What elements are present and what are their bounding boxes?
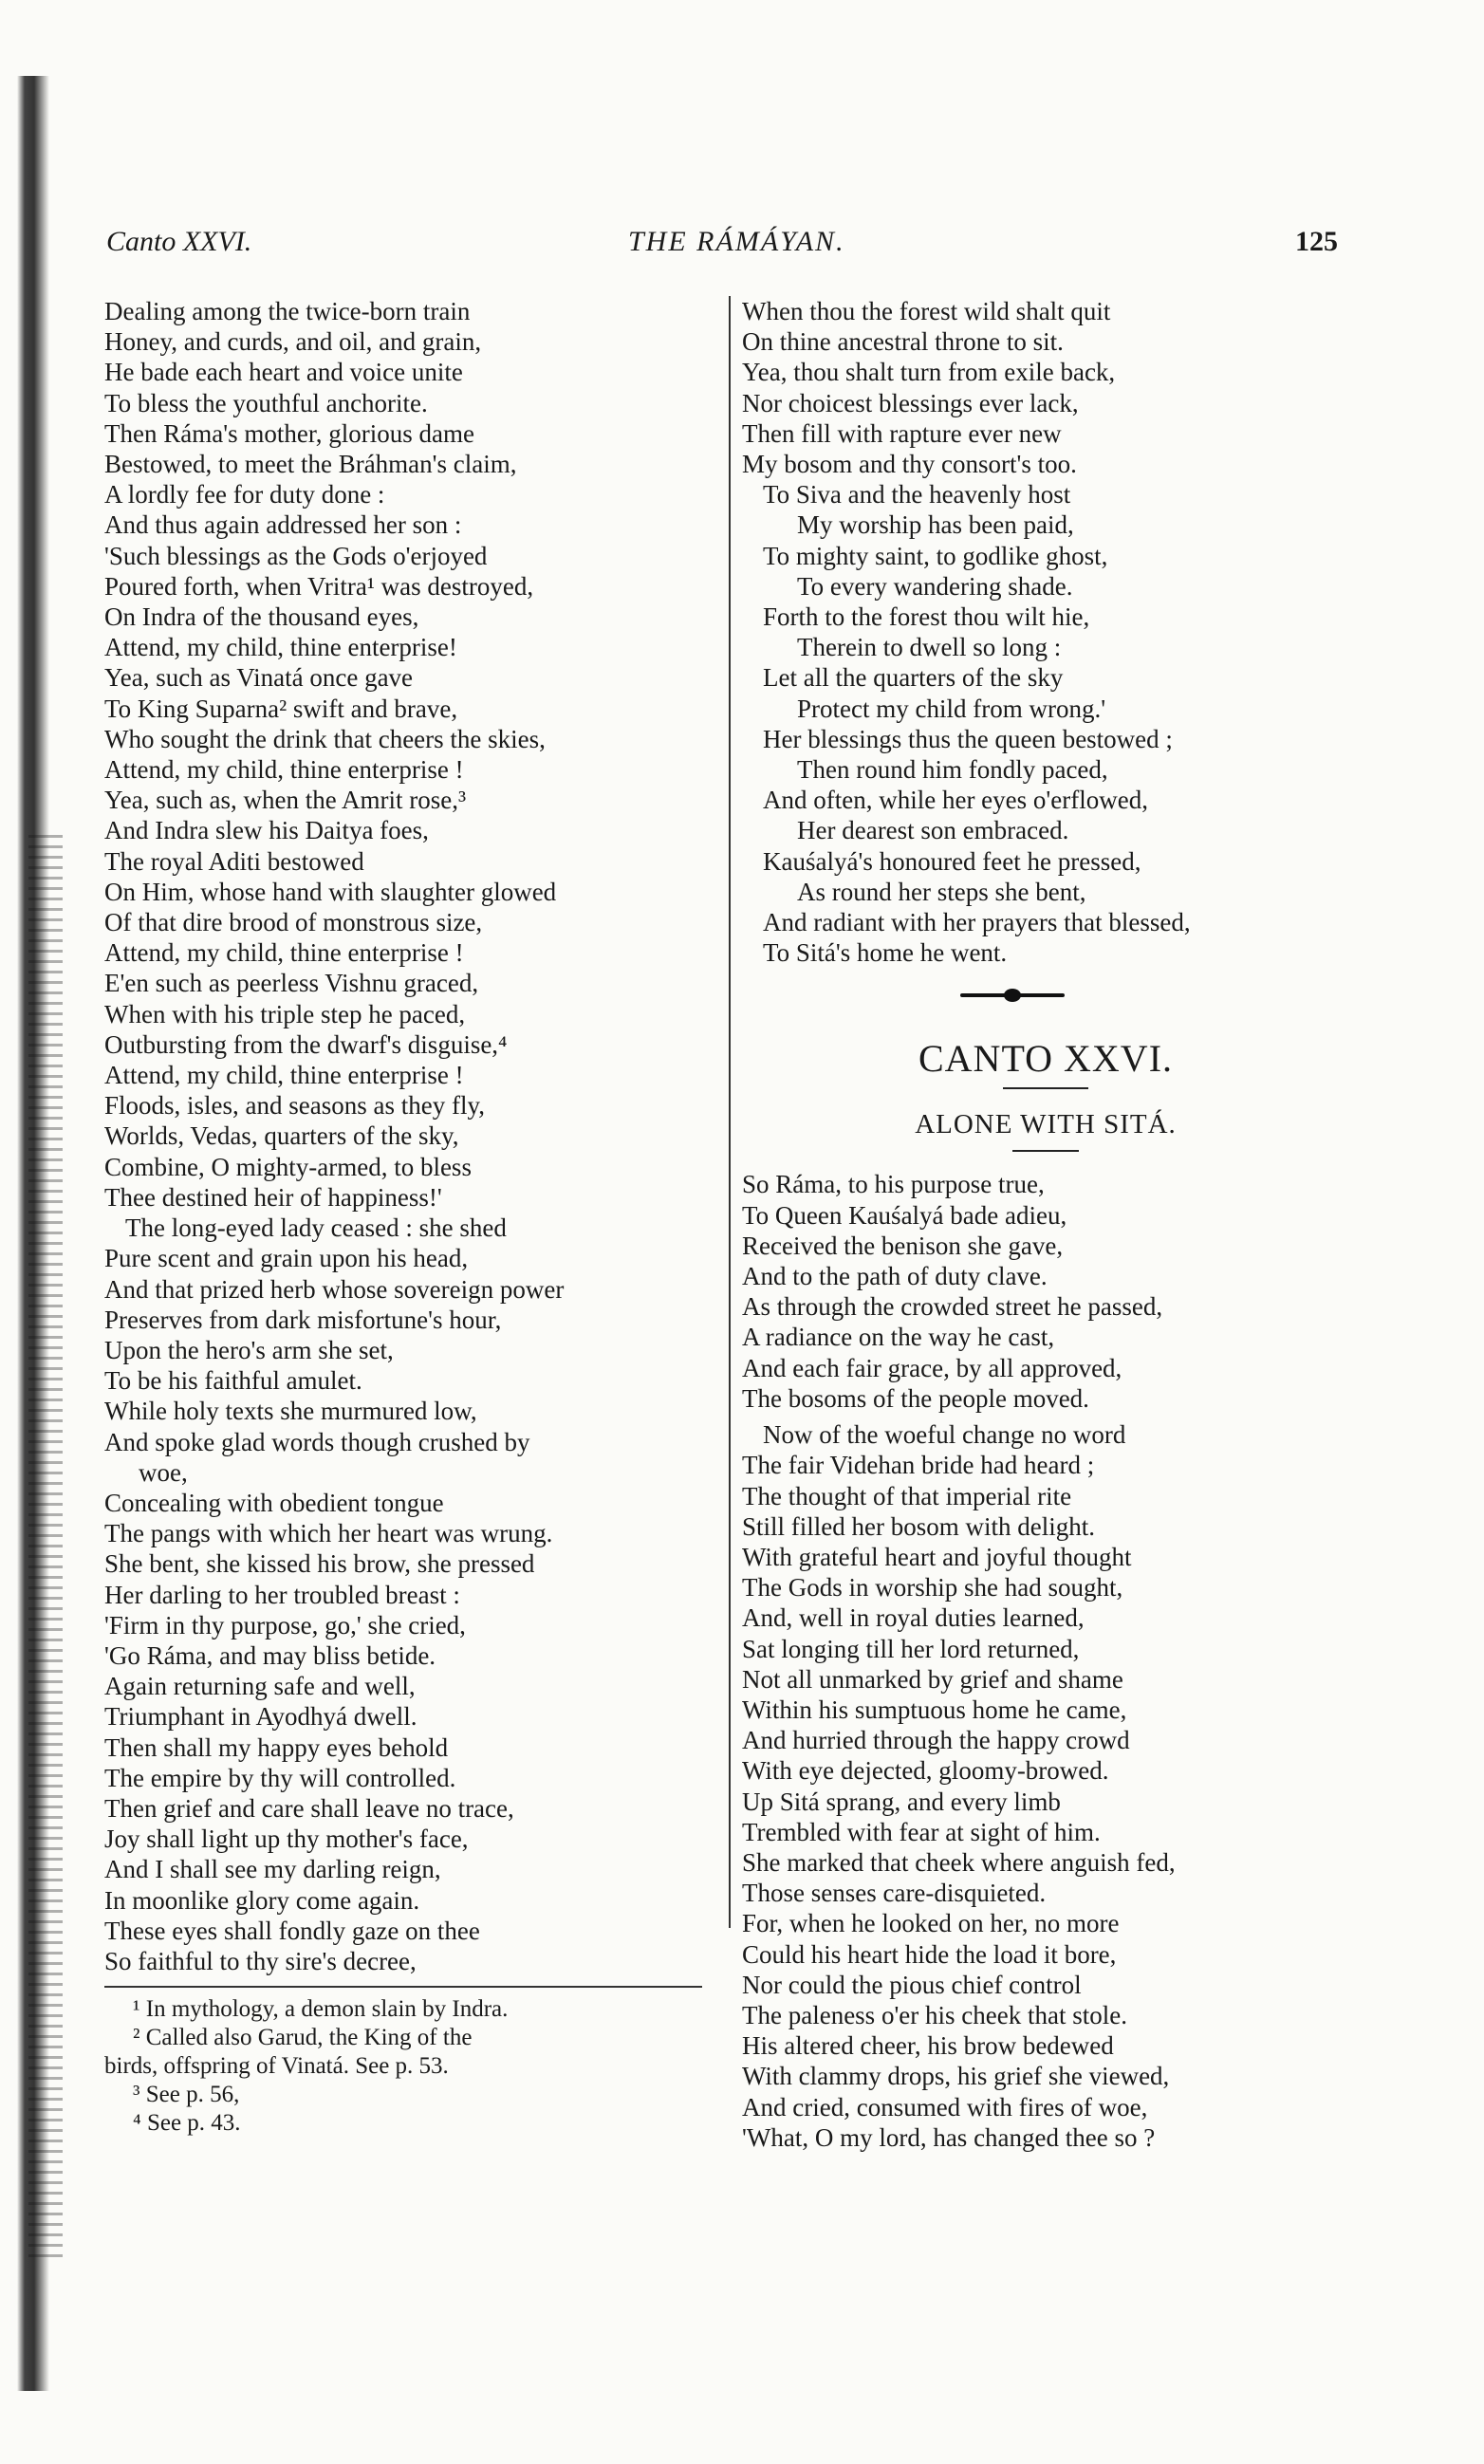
verse-line: Attend, my child, thine enterprise ! [104,1061,464,1090]
verse-line: When with his triple step he paced, [104,999,466,1028]
verse-line: Received the benison she gave, [742,1231,1064,1260]
section-ornament [742,981,1349,1010]
verse-line: E'en such as peerless Vishnu graced, [104,969,479,998]
verse-line: Protect my child from wrong.' [797,694,1106,723]
verse-line: To Queen Kauśalyá bade adieu, [742,1200,1067,1230]
verse-line: Trembled with fear at sight of him. [742,1817,1101,1846]
verse-line: And thus again addressed her son : [104,510,462,540]
footnote-line: ⁴ See p. 43. [133,2110,241,2137]
ornament-dot [1004,989,1021,1002]
footnotes [104,1995,712,2138]
verse-line: As through the crowded street he passed, [742,1292,1163,1322]
left-column [104,296,712,2138]
right-verse-lines-stanza-1 [742,1169,1349,1414]
verse-line: Combine, O mighty-armed, to bless [104,1152,472,1181]
verse-line: Then shall my happy eyes behold [104,1732,449,1762]
verse-line: He bade each heart and voice unite [104,358,463,387]
verse-line: woe, [139,1457,188,1487]
verse-line: A lordly fee for duty done : [104,480,385,509]
verse-line: With grateful heart and joyful thought [742,1542,1132,1571]
verse-line: Poured forth, when Vritra¹ was destroyed, [104,571,534,601]
verse-line: Thee destined heir of happiness!' [104,1182,442,1212]
verse-line: On thine ancestral throne to sit. [742,327,1064,357]
verse-line: Kauśalyá's honoured feet he pressed, [763,846,1141,876]
verse-line: 'Firm in thy purpose, go,' she cried, [104,1610,466,1640]
verse-line: And hurried through the happy crowd [742,1726,1130,1755]
verse-line: Bestowed, to meet the Bráhman's claim, [104,450,517,479]
column-divider [729,296,731,1928]
verse-line: Let all the quarters of the sky [763,663,1064,693]
verse-line: To every wandering shade. [797,571,1073,601]
canto-title: CANTO XXVI. [918,1037,1174,1081]
verse-line: 'Such blessings as the Gods o'erjoyed [104,541,488,570]
verse-line: And I shall see my darling reign, [104,1855,441,1884]
verse-line: And cried, consumed with fires of woe, [742,2092,1148,2121]
verse-line: The royal Aditi bestowed [104,846,364,876]
verse-line: A radiance on the way he cast, [742,1323,1055,1352]
verse-line: And to the path of duty clave. [742,1262,1048,1291]
verse-line: Concealing with obedient tongue [104,1488,444,1517]
verse-line: Dealing among the twice-born train [104,297,471,325]
verse-line: Then grief and care shall leave no trace, [104,1793,514,1823]
running-header [106,226,1338,273]
verse-line: While holy texts she murmured low, [104,1397,477,1426]
verse-line: Still filled her bosom with delight. [742,1511,1095,1541]
verse-line: These eyes shall fondly gaze on thee [104,1916,480,1945]
verse-line: And radiant with her prayers that blessed, [763,908,1191,937]
verse-line: Not all unmarked by grief and shame [742,1664,1123,1694]
verse-line: The fair Videhan bride had heard ; [742,1451,1095,1480]
verse-line: The thought of that imperial rite [742,1481,1072,1510]
verse-line: As round her steps she bent, [797,877,1086,906]
canto-subtitle-rule [1012,1150,1079,1152]
verse-line: His altered cheer, his brow bedewed [742,2031,1114,2061]
verse-line: The bosoms of the people moved. [742,1383,1089,1413]
header-book-title: THE RÁMÁYAN. [628,226,845,257]
page-binding-shadow [28,835,63,2258]
right-verse-lines-stanza-2 [742,1419,1349,2153]
left-verse-lines [104,296,712,1976]
verse-line: When thou the forest wild shalt quit [742,297,1111,325]
verse-line: To Siva and the heavenly host [763,480,1071,509]
verse-line: Floods, isles, and seasons as they fly, [104,1091,485,1121]
verse-line: To bless the youthful anchorite. [104,388,428,417]
verse-line: Of that dire brood of monstrous size, [104,908,483,937]
header-canto-label: Canto XXVI. [106,226,252,257]
verse-line: And each fair grace, by all approved, [742,1353,1122,1382]
verse-line: Therein to dwell so long : [797,633,1062,662]
verse-line: With eye dejected, gloomy-browed. [742,1756,1109,1786]
verse-line: So Ráma, to his purpose true, [742,1170,1045,1199]
verse-line: For, when he looked on her, no more [742,1909,1120,1938]
verse-line: Her dearest son embraced. [797,816,1069,845]
verse-line: She marked that cheek where anguish fed, [742,1847,1176,1877]
verse-line: Triumphant in Ayodhyá dwell. [104,1702,417,1732]
verse-line: The empire by thy will controlled. [104,1763,456,1792]
verse-line: To mighty saint, to godlike ghost, [763,541,1108,570]
verse-line: Attend, my child, thine enterprise ! [104,938,464,968]
verse-line: The Gods in worship she had sought, [742,1573,1123,1603]
verse-line: She bent, she kissed his brow, she pressed [104,1549,535,1579]
verse-line: The pangs with which her heart was wrung. [104,1519,553,1548]
verse-line: Nor could the pious chief control [742,1970,1082,1999]
canto-title-rule [1003,1087,1088,1089]
verse-line: 'Go Ráma, and may bliss betide. [104,1640,436,1670]
verse-line: Who sought the drink that cheers the skies, [104,724,546,753]
verse-line: Yea, such as, when the Amrit rose,³ [104,786,467,815]
header-page-number: 125 [1295,226,1338,257]
verse-line: Her blessings thus the queen bestowed ; [763,724,1173,753]
verse-line: The long-eyed lady ceased : she shed [125,1213,507,1243]
verse-line: Within his sumptuous home he came, [742,1695,1127,1724]
verse-line: And often, while her eyes o'erflowed, [763,786,1148,815]
verse-line: Upon the hero's arm she set, [104,1335,394,1364]
verse-line: 'What, O my lord, has changed thee so ? [742,2122,1156,2152]
verse-line: Those senses care-disquieted. [742,1879,1047,1908]
verse-line: And spoke glad words though crushed by [104,1427,530,1456]
verse-line: Up Sitá sprang, and every limb [742,1787,1061,1816]
right-verse-lines-top [742,296,1349,968]
verse-line: In moonlike glory come again. [104,1885,420,1915]
verse-line: Outbursting from the dwarf's disguise,⁴ [104,1029,508,1059]
verse-line: So faithful to thy sire's decree, [104,1946,417,1975]
verse-line: To Sitá's home he went. [763,938,1008,968]
verse-line: On Indra of the thousand eyes, [104,602,419,632]
verse-line: My bosom and thy consort's too. [742,450,1077,479]
verse-line: Attend, my child, thine enterprise ! [104,755,464,785]
verse-line: And Indra slew his Daitya foes, [104,816,429,845]
verse-line: The paleness o'er his cheek that stole. [742,2000,1127,2029]
footnote-line: birds, offspring of Vinatá. See p. 53. [104,2053,449,2080]
canto-subtitle: ALONE WITH SITÁ. [915,1109,1177,1140]
verse-line: Worlds, Vedas, quarters of the sky, [104,1121,459,1151]
verse-line: To be his faithful amulet. [104,1366,362,1396]
verse-line: Yea, thou shalt turn from exile back, [742,358,1116,387]
footnote-rule [104,1986,702,1988]
footnote-line: ² Called also Garud, the King of the [133,2025,473,2051]
verse-line: Joy shall light up thy mother's face, [104,1825,469,1854]
verse-line: My worship has been paid, [797,510,1074,540]
verse-line: And that prized herb whose sovereign power [104,1274,565,1304]
verse-line: Honey, and curds, and oil, and grain, [104,327,482,357]
footnote-line: ¹ In mythology, a demon slain by Indra. [133,1996,509,2023]
verse-line: Now of the woeful change no word [763,1420,1126,1450]
verse-line: Then fill with rapture ever new [742,418,1062,448]
verse-line: Nor choicest blessings ever lack, [742,388,1079,417]
verse-line: Again returning safe and well, [104,1672,416,1701]
verse-line: Forth to the forest thou wilt hie, [763,602,1090,632]
right-column [742,296,1349,2153]
verse-line: Yea, such as Vinatá once gave [104,663,414,693]
verse-line: Sat longing till her lord returned, [742,1634,1080,1663]
verse-line: On Him, whose hand with slaughter glowed [104,877,557,906]
verse-line: And, well in royal duties learned, [742,1603,1085,1633]
footnote-line: ³ See p. 56, [133,2082,240,2108]
verse-line: Her darling to her troubled breast : [104,1580,460,1609]
verse-line: To King Suparna² swift and brave, [104,694,458,723]
verse-line: Attend, my child, thine enterprise! [104,633,457,662]
verse-line: Pure scent and grain upon his head, [104,1244,469,1273]
verse-line: Then Ráma's mother, glorious dame [104,418,474,448]
verse-line: Preserves from dark misfortune's hour, [104,1305,502,1334]
verse-line: Could his heart hide the load it bore, [742,1939,1117,1969]
verse-line: With clammy drops, his grief she viewed, [742,2062,1170,2091]
verse-line: Then round him fondly paced, [797,755,1108,785]
